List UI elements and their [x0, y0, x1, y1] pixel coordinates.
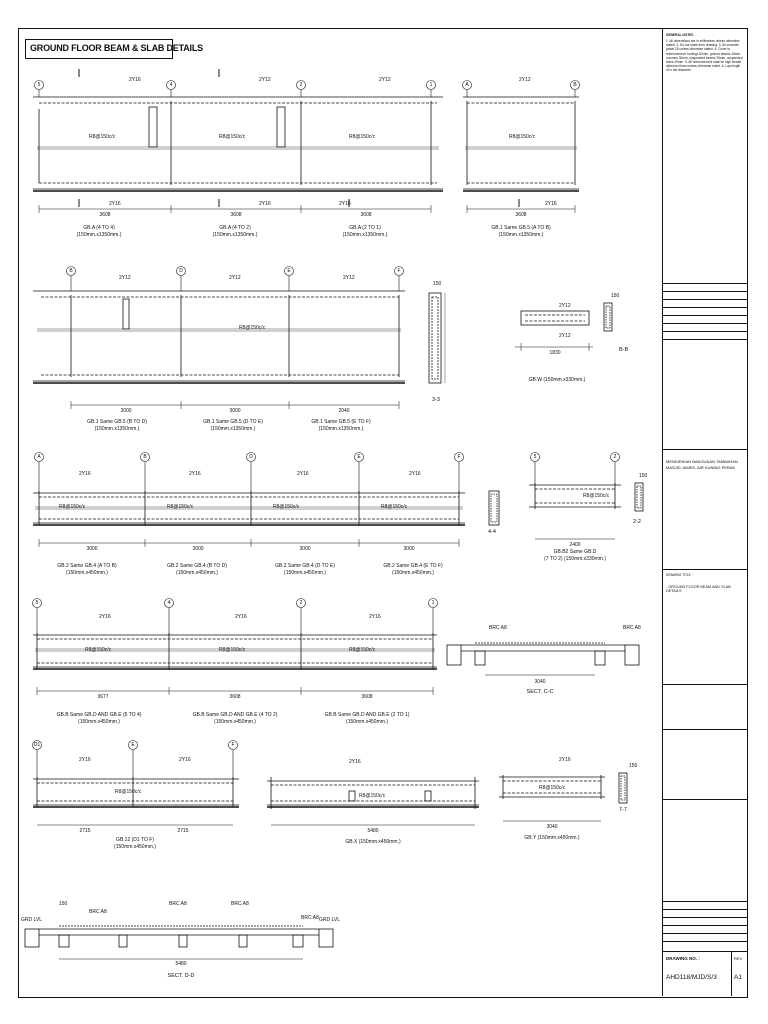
- stirrup-label: R8@150c/c: [349, 647, 376, 653]
- rebar-label: 2Y16: [259, 201, 271, 207]
- rebar-label: 2Y12: [119, 275, 131, 281]
- dim-label: 3000: [299, 546, 311, 552]
- beam-gb-b2: [529, 483, 643, 539]
- rebar-label: 2Y16: [369, 614, 381, 620]
- dim-label: 2400: [569, 542, 581, 548]
- beam-caption: GB.A (4 TO 4): [83, 225, 115, 231]
- beam-size: (150mm.x1350mm.): [210, 426, 256, 432]
- beam-caption: GB.2 Same GB.4 (E TO F): [383, 563, 443, 569]
- drawing-title-label: DRAWING TITLE :: [666, 573, 693, 577]
- drawing-area: [19, 29, 662, 996]
- dim-label: 3000: [86, 546, 98, 552]
- rebar-label: 2Y12: [379, 77, 391, 83]
- section-label: 3-3: [432, 397, 440, 403]
- beam-size: (150mm.x1350mm.): [318, 426, 364, 432]
- beam-gb-a-long: [33, 97, 443, 191]
- dim-label: 2715: [177, 828, 189, 834]
- rebar-label: 2Y16: [559, 757, 571, 763]
- rebar-label: 2Y16: [179, 757, 191, 763]
- rebar-label: 2Y16: [189, 471, 201, 477]
- beam-size: (150mm.x450mm.): [114, 844, 156, 850]
- beam-caption: GB.B Same GB.D AND GB.E (5 TO 4): [56, 712, 142, 718]
- beam-caption: GB.1 Same GB.5 (E TO F): [311, 419, 371, 425]
- grid-marker: D: [179, 268, 183, 274]
- dim-label: 2040: [338, 408, 350, 414]
- grid-marker: F: [457, 454, 461, 460]
- beam-caption: GB.12 (D1 TO F): [116, 837, 154, 843]
- beam-caption: GB.2 Same GB.4 (B TO D): [167, 563, 227, 569]
- beam-gb-y: [499, 773, 627, 821]
- beam-size: (150mm.x1350mm.): [342, 232, 388, 238]
- stirrup-label: R8@150c/c: [219, 647, 246, 653]
- dim-label: 3608: [515, 212, 527, 218]
- beam-caption: GB.2 Same GB.4 (A TO B): [57, 563, 117, 569]
- dim-label: 3040: [546, 824, 558, 830]
- beam-caption: GB.A (2 TO 1): [349, 225, 381, 231]
- general-notes: 1. All dimensions are in millimetres unless otherwise stated. 2. Do not scale from drawing. 3. All concrete grade 25 unless otherwise stated. 4. Cover to reinforcement: footings 50mm, ground beams 40mm, columns 30mm, suspended beams 25mm, suspended slabs 20mm. 5. All reinforcement shall be high tensile deformed bars unless otherwise noted. 6. Lap length 40 x bar diameter.: [666, 39, 743, 73]
- project-name: MENDIRIKAN BANGUNAN TAMBAHAN MASJID JAMEK, AIR KUNING PERAK: [666, 459, 738, 470]
- grid-marker: 1: [431, 600, 435, 606]
- brc-label: BRC A8: [301, 915, 319, 921]
- dim-label: 3608: [99, 212, 111, 218]
- brc-label: BRC A8: [489, 625, 507, 631]
- beam-caption: GB.A (4 TO 2): [219, 225, 251, 231]
- dim-label: 3608: [229, 694, 241, 700]
- section-label: 7-7: [619, 807, 627, 813]
- grid-marker: E: [131, 742, 135, 748]
- beam-gb-w: [515, 303, 612, 351]
- beam-caption: GB.B Same GB.D AND GB.E (2 TO 1): [324, 712, 410, 718]
- section-3-3-drawing: [429, 293, 445, 383]
- rebar-label: 2Y12: [519, 77, 531, 83]
- grid-marker: 5: [35, 600, 39, 606]
- section-label: B-B: [619, 347, 629, 353]
- dim-label: 150: [59, 901, 68, 907]
- beam-caption: GB.Y (150mm.x450mm.): [524, 835, 580, 841]
- grd-lvl-label: GRD LVL: [21, 917, 43, 923]
- grid-marker: 4: [167, 600, 171, 606]
- rebar-label: 2Y12: [259, 77, 271, 83]
- beam-gb1-right: [463, 97, 579, 191]
- stirrup-label: R8@150c/c: [583, 493, 610, 499]
- grid-marker: A: [37, 454, 41, 460]
- stirrup-label: R8@150c/c: [359, 793, 386, 799]
- dim-label: 3000: [229, 408, 241, 414]
- rebar-label: 2Y16: [79, 757, 91, 763]
- stirrup-label: R8@150c/c: [219, 134, 246, 140]
- dim-label: 150: [629, 763, 638, 769]
- dim-label: 3608: [230, 212, 242, 218]
- beam-size: (150mm.x1350mm.): [212, 232, 258, 238]
- grid-marker: 5: [533, 454, 537, 460]
- beam-size: (150mm.x450mm.): [346, 719, 388, 725]
- stirrup-label: R8@150c/c: [167, 504, 194, 510]
- drawing-title-value: - GROUND FLOOR BEAM AND SLAB DETAILS: [666, 585, 731, 594]
- dim-label: 3000: [120, 408, 132, 414]
- section-label: SECT. D-D: [167, 973, 195, 979]
- rebar-label: 2Y16: [129, 77, 141, 83]
- rebar-label: 2Y16: [109, 201, 121, 207]
- section-d-d-drawing: [25, 926, 333, 959]
- rebar-label: 2Y16: [79, 471, 91, 477]
- grid-marker: A: [465, 82, 469, 88]
- dim-label: 150: [433, 281, 442, 287]
- rebar-label: 2Y16: [297, 471, 309, 477]
- dim-label: 3000: [192, 546, 204, 552]
- beam-size: (150mm.x450mm.): [66, 570, 108, 576]
- grid-marker: D: [249, 454, 253, 460]
- rebar-label: 2Y16: [99, 614, 111, 620]
- rebar-label: 2Y12: [559, 303, 571, 309]
- dim-label: 3608: [360, 212, 372, 218]
- section-label: 4-4: [488, 529, 496, 535]
- beam-size: (150mm.x450mm.): [78, 719, 120, 725]
- drawing-no-label: DRAWING NO. :: [666, 956, 700, 961]
- dim-label: 5480: [175, 961, 187, 967]
- stirrup-label: R8@150c/c: [89, 134, 116, 140]
- section-4-4-drawing: [489, 491, 499, 525]
- grid-marker: D1: [33, 742, 41, 748]
- beam-caption: GB.X (150mm.x450mm.): [345, 839, 401, 845]
- grid-marker: F: [231, 742, 235, 748]
- dim-label: 3608: [361, 694, 373, 700]
- beam-size: (150mm.x450mm.): [214, 719, 256, 725]
- rebar-label: 2Y16: [349, 759, 361, 765]
- beam-caption: GB.2 Same GB.4 (D TO E): [275, 563, 335, 569]
- beam-size: (150mm.x450mm.): [284, 570, 326, 576]
- stirrup-label: R8@150c/c: [115, 789, 142, 795]
- drawing-sheet: [18, 28, 748, 998]
- beam-size: (150mm.x1350mm.): [498, 232, 544, 238]
- rebar-label: 2Y16: [409, 471, 421, 477]
- drawing-title-box: GROUND FLOOR BEAM & SLAB DETAILS: [25, 39, 173, 59]
- grid-marker: 5: [37, 82, 41, 88]
- dim-label: 2715: [79, 828, 91, 834]
- dim-label: 150: [639, 473, 648, 479]
- drawing-no-value: AHD118/MJD/S/3: [666, 974, 717, 981]
- stirrup-label: R8@150c/c: [59, 504, 86, 510]
- stirrup-label: R8@150c/c: [509, 134, 536, 140]
- beam-size: (150mm.x450mm.): [392, 570, 434, 576]
- notes-heading: GENERAL NOTES: [666, 33, 694, 37]
- dim-label: 3000: [403, 546, 415, 552]
- rebar-label: 2Y12: [343, 275, 355, 281]
- rebar-label: 2Y16: [545, 201, 557, 207]
- revision-value: A1: [734, 974, 742, 981]
- beam-gb-x: [267, 777, 479, 825]
- grid-marker: B: [69, 268, 73, 274]
- beam-caption: GB.W (150mm.x330mm.): [528, 377, 586, 383]
- beam-caption: GB.1 Same GB.5 (B TO D): [87, 419, 147, 425]
- grid-marker: 2: [613, 454, 617, 460]
- grid-marker: 2: [299, 600, 303, 606]
- grid-marker: 2: [299, 82, 303, 88]
- revision-label: REV.: [734, 956, 743, 961]
- grid-marker: 4: [169, 82, 173, 88]
- brc-label: BRC A8: [89, 909, 107, 915]
- dim-label: 150: [611, 293, 620, 299]
- title-block: [662, 29, 747, 996]
- grid-marker: E: [357, 454, 361, 460]
- dim-label: 3040: [534, 679, 546, 685]
- beam-size: (150mm.x1350mm.): [76, 232, 122, 238]
- stirrup-label: R8@150c/c: [349, 134, 376, 140]
- beam-size: (150mm.x450mm.): [176, 570, 218, 576]
- rebar-label: 2Y16: [339, 201, 351, 207]
- beam-details-drawing: [19, 29, 662, 996]
- grid-marker: B: [143, 454, 147, 460]
- beam-caption: GB.B2 Same GB.D: [553, 549, 597, 555]
- brc-label: BRC A8: [231, 901, 249, 907]
- beam-caption: GB.1 Same GB.5 (D TO E): [203, 419, 263, 425]
- rebar-label: 2Y12: [559, 333, 571, 339]
- stirrup-label: R8@150c/c: [85, 647, 112, 653]
- stirrup-label: R8@150c/c: [539, 785, 566, 791]
- stirrup-label: R8@150c/c: [239, 325, 266, 331]
- beam-caption: GB.1 Same GB.5 (A TO B): [491, 225, 551, 231]
- beam-size: (7 TO 2) (150mm.x330mm.): [544, 556, 606, 562]
- stirrup-label: R8@150c/c: [381, 504, 408, 510]
- brc-label: BRC A8: [623, 625, 641, 631]
- beam-size: (150mm.x1350mm.): [94, 426, 140, 432]
- grid-marker: B: [573, 82, 577, 88]
- section-c-c-drawing: [447, 643, 639, 675]
- grid-marker: 1: [429, 82, 433, 88]
- dim-label: 1830: [549, 350, 561, 356]
- section-label: SECT. C-C: [526, 689, 554, 695]
- brc-label: BRC A8: [169, 901, 187, 907]
- grd-lvl-label: GRD LVL: [319, 917, 341, 923]
- beam-gb12: [33, 777, 239, 825]
- grid-marker: E: [287, 268, 291, 274]
- grid-marker: F: [397, 268, 401, 274]
- dim-label: 3677: [97, 694, 109, 700]
- beam-caption: GB.B Same GB.D AND GB.E (4 TO 2): [192, 712, 278, 718]
- rebar-label: 2Y16: [235, 614, 247, 620]
- dim-label: 5480: [367, 828, 379, 834]
- beam-gb1-long: [33, 291, 405, 383]
- rebar-label: 2Y12: [229, 275, 241, 281]
- section-label: 2-2: [633, 519, 641, 525]
- stirrup-label: R8@150c/c: [273, 504, 300, 510]
